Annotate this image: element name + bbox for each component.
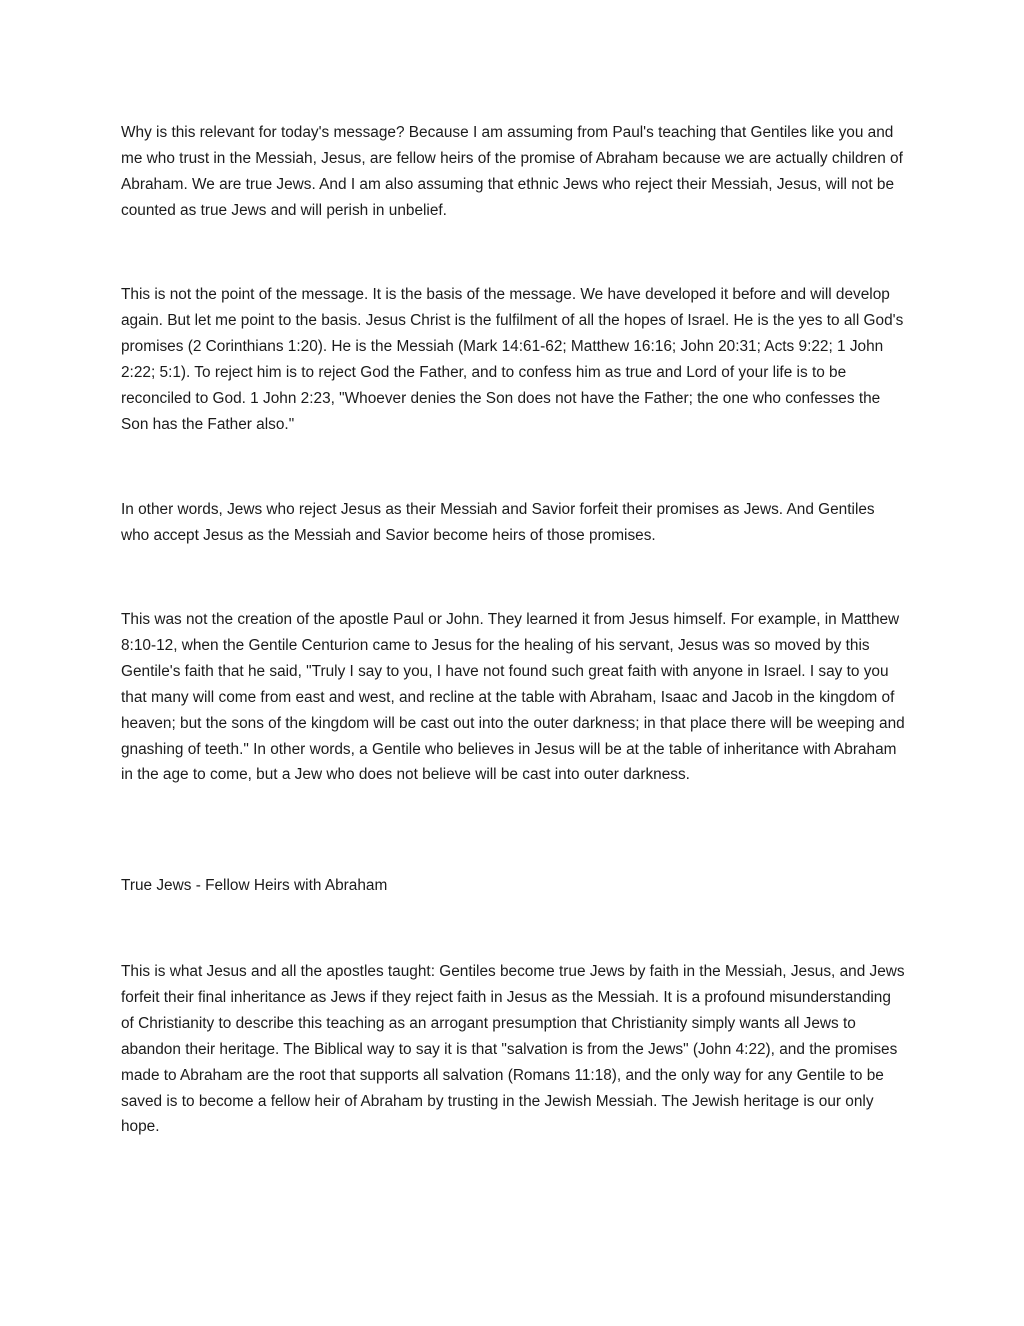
paragraph-basis: This is not the point of the message. It is the basis of the message. We have developed it before and will develop again. But let me point to the basis. Jesus Christ is the fulfilment of all the hopes of Israel. He is the yes to all God's promises (2 Corinthians 1:20). He is the Messiah (Mark 14:61-62; Matthew 16:16; John 20:31; Acts 9:22; 1 John 2:22; 5:1). To reject him is to reject God the Father, and to confess him as true and Lord of your life is to be reconciled to God. 1 John 2:23, "Whoever denies the Son does not have the Father; the one who confesses the Son has the Father also." — [121, 286, 904, 433]
paragraph-closing: This is what Jesus and all the apostles taught: Gentiles become true Jews by faith in the Messiah, Jesus, and Jews forfeit their final inheritance as Jews if they reject faith in Jesus as the Messiah. It is a profound misunderstanding of Christianity to describe this teaching as an arrogant presumption that Christianity simply wants all Jews to abandon their heritage. The Biblical way to say it is that "salvation is from the Jews" (John 4:22), and the promises made to Abraham are the root that supports all salvation (Romans 11:18), and the only way for any Gentile to be saved is to become a fellow heir of Abraham by trusting in the Jewish Messiah. The Jewish heritage is our only hope. — [121, 963, 905, 1136]
paragraph-other-words: In other words, Jews who reject Jesus as their Messiah and Savior forfeit their promises as Jews. And Gentiles who accept Jesus as the Messiah and Savior become heirs of those promises. — [121, 501, 875, 544]
paragraph-jesus-teaching: This was not the creation of the apostle Paul or John. They learned it from Jesus himself. For example, in Matthew 8:10-12, when the Gentile Centurion came to Jesus for the healing of his servant, Jesus was so moved by this Gentile's faith that he said, "Truly I say to you, I have not found such great faith with anyone in Israel. I say to you that many will come from east and west, and recline at the table with Abraham, Isaac and Jacob in the kingdom of heaven; but the sons of the kingdom will be cast out into the outer darkness; in that place there will be weeping and gnashing of teeth." In other words, a Gentile who believes in Jesus will be at the table of inheritance with Abraham in the age to come, but a Jew who does not believe will be cast into outer darkness. — [121, 611, 905, 784]
paragraph-relevance: Why is this relevant for today's message? Because I am assuming from Paul's teaching that Gentiles like you and me who trust in the Messiah, Jesus, are fellow heirs of the promise of Abraham because we are actually children of Abraham. We are true Jews. And I am also assuming that ethnic Jews who reject their Messiah, Jesus, will not be counted as true Jews and will perish in unbelief. — [121, 124, 903, 219]
section-heading: True Jews - Fellow Heirs with Abraham — [121, 877, 388, 894]
